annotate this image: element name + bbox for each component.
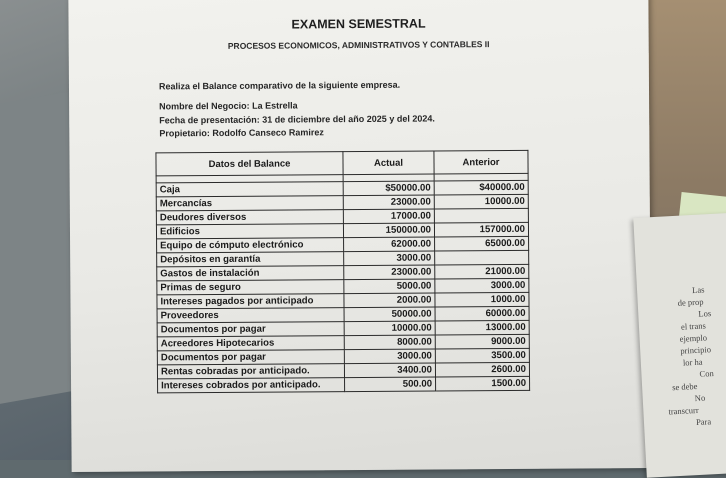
cell-actual: 500.00	[345, 377, 436, 392]
exam-sheet	[68, 0, 651, 472]
side-page-line: Las	[691, 284, 705, 296]
cell-anterior: 10000.00	[434, 194, 528, 209]
side-page-line: el trans	[680, 320, 707, 332]
cell-anterior: 3500.00	[435, 348, 529, 363]
instruction-text: Realiza el Balance comparativo de la siguiente empresa.	[158, 79, 401, 92]
cell-concept: Gastos de instalación	[157, 266, 344, 281]
cell-concept: Rentas cobradas por anticipado.	[157, 364, 344, 379]
side-page-line: transcurr	[668, 404, 699, 417]
cell-anterior: 65000.00	[435, 236, 529, 251]
cell-actual: 17000.00	[343, 209, 434, 224]
side-page-line: de prop	[677, 296, 704, 308]
side-page-line: Con	[699, 368, 714, 379]
cell-concept: Acreedores Hipotecarios	[157, 336, 344, 351]
cell-actual: 5000.00	[344, 279, 435, 294]
cell-anterior	[434, 208, 528, 223]
side-page-line: se debe	[671, 380, 698, 393]
business-name: Nombre del Negocio: La Estrella	[159, 100, 298, 112]
cell-actual: 3000.00	[344, 349, 435, 364]
cell-concept: Intereses cobrados por anticipado.	[158, 378, 345, 393]
cell-concept: Equipo de cómputo electrónico	[157, 238, 344, 253]
side-page-line: Los	[698, 308, 712, 319]
cell-anterior: 157000.00	[434, 222, 528, 237]
cell-actual: 23000.00	[343, 195, 434, 210]
header-concept: Datos del Balance	[156, 152, 343, 176]
cell-anterior: 1000.00	[435, 292, 529, 307]
owner-name: Propietario: Rodolfo Canseco Ramirez	[159, 127, 324, 139]
cell-concept: Depósitos en garantía	[157, 252, 344, 267]
header-anterior: Anterior	[434, 150, 528, 174]
cell-concept: Mercancías	[156, 196, 343, 211]
cell-actual: 2000.00	[344, 293, 435, 308]
cell-anterior: 1500.00	[436, 376, 530, 391]
side-page	[633, 212, 726, 477]
cell-anterior: 2600.00	[435, 362, 529, 377]
side-page-line: principio	[680, 344, 712, 356]
cell-actual: 50000.00	[344, 307, 435, 322]
cell-actual: 23000.00	[344, 265, 435, 280]
cell-anterior: 3000.00	[435, 278, 529, 293]
cell-anterior	[435, 250, 529, 265]
cell-concept: Proveedores	[157, 308, 344, 323]
cell-actual: 62000.00	[344, 237, 435, 252]
cell-anterior: 60000.00	[435, 306, 529, 321]
side-page-line: Para	[695, 416, 712, 428]
balance-table	[155, 150, 530, 394]
exam-subtitle: PROCESOS ECONOMICOS, ADMINISTRATIVOS Y CONTABLES II	[227, 39, 490, 51]
cell-concept: Caja	[156, 182, 343, 197]
cell-anterior: 21000.00	[435, 264, 529, 279]
cell-actual: $50000.00	[343, 181, 434, 196]
cell-actual: 3400.00	[344, 363, 435, 378]
cell-actual: 150000.00	[343, 223, 434, 238]
cell-anterior: 13000.00	[435, 320, 529, 335]
header-actual: Actual	[343, 151, 434, 175]
cell-concept: Documentos por pagar	[157, 322, 344, 337]
cell-concept: Primas de seguro	[157, 280, 344, 295]
cell-concept: Edificios	[156, 224, 343, 239]
side-page-line: lor ha	[682, 356, 703, 368]
table-header-row	[156, 150, 528, 176]
cell-actual: 3000.00	[344, 251, 435, 266]
cell-concept: Documentos por pagar	[157, 350, 344, 365]
cell-anterior: 9000.00	[435, 334, 529, 349]
cell-concept: Intereses pagados por anticipado	[157, 294, 344, 309]
side-page-line: No	[694, 392, 706, 404]
presentation-date: Fecha de presentación: 31 de diciembre del año 2025 y del 2024.	[159, 113, 435, 126]
side-page-line: ejemplo	[679, 332, 708, 344]
cell-anterior: $40000.00	[434, 180, 528, 195]
cell-actual: 8000.00	[344, 335, 435, 350]
exam-title: EXAMEN SEMESTRAL	[291, 16, 426, 32]
table-row	[158, 376, 530, 393]
cell-actual: 10000.00	[344, 321, 435, 336]
cell-concept: Deudores diversos	[156, 210, 343, 225]
